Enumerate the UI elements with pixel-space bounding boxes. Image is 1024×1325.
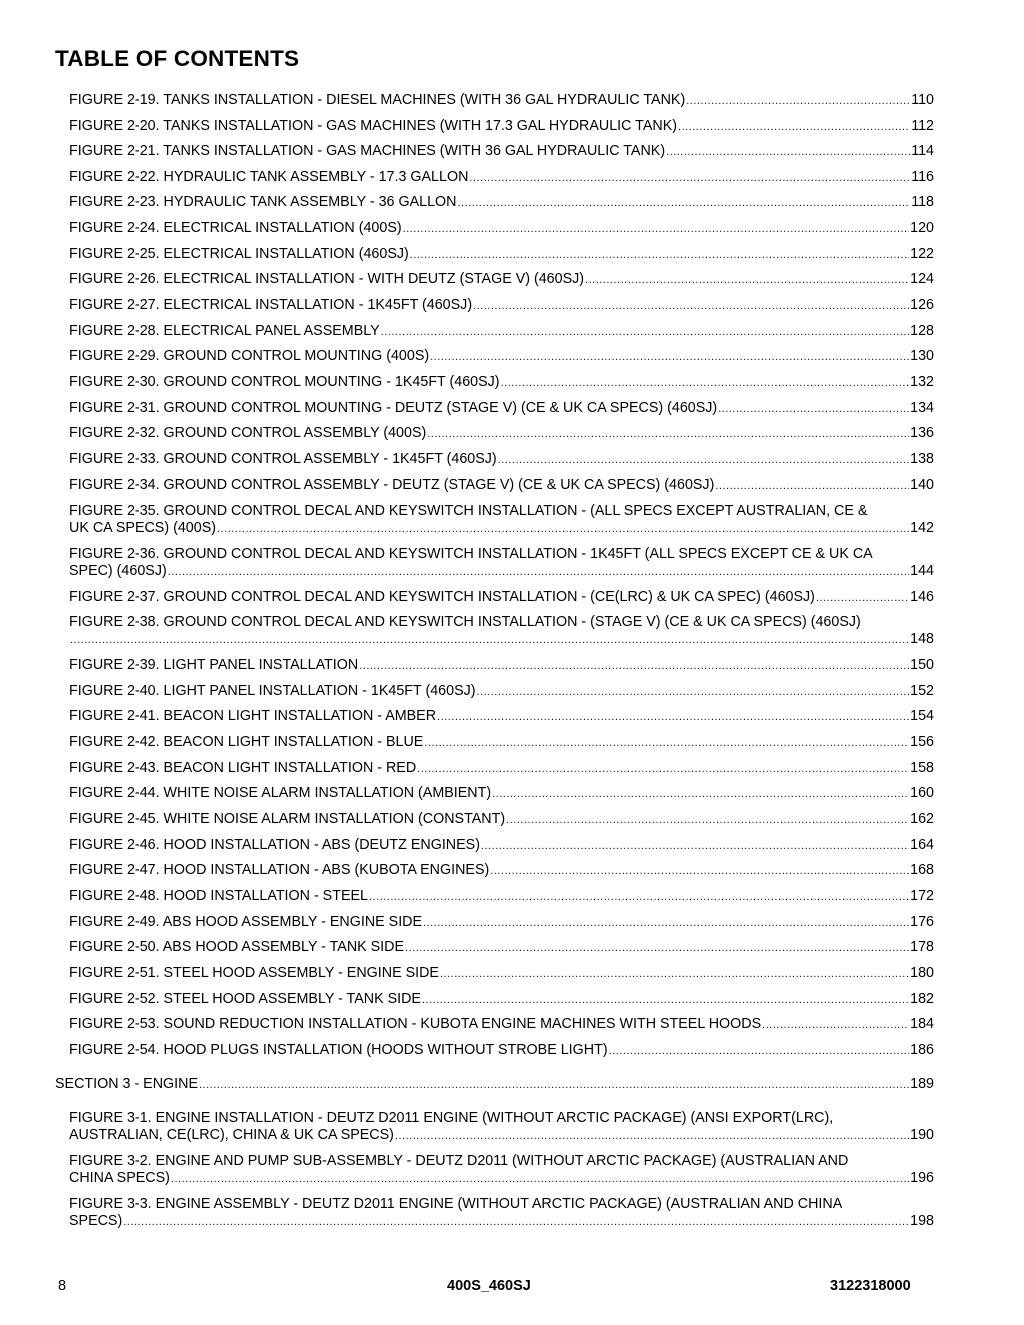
toc-entry-page: 146 [910, 589, 934, 605]
toc-entry[interactable] [69, 92, 934, 110]
toc-entry-label: FIGURE 2-54. HOOD PLUGS INSTALLATION (HOODS WITHOUT STROBE LIGHT) [69, 1042, 608, 1058]
toc-entry-label: FIGURE 2-45. WHITE NOISE ALARM INSTALLATION (CONSTANT) [69, 811, 506, 827]
toc-entry[interactable] [69, 785, 934, 803]
toc-entry[interactable] [69, 760, 934, 778]
toc-entry[interactable] [69, 271, 934, 289]
toc-entry-page: 130 [910, 348, 934, 364]
toc-entry[interactable] [69, 1153, 934, 1188]
toc-entry[interactable] [69, 348, 934, 366]
toc-entry[interactable] [69, 503, 934, 538]
toc-entry-label: FIGURE 2-20. TANKS INSTALLATION - GAS MACHINES (WITH 17.3 GAL HYDRAULIC TANK) [69, 118, 678, 134]
dot-leader [501, 375, 910, 392]
toc-entry[interactable] [69, 1016, 934, 1034]
toc-entry-page: 168 [910, 862, 934, 878]
dot-leader [490, 863, 909, 880]
dot-leader [498, 452, 909, 469]
toc-entry-page: 184 [910, 1016, 934, 1032]
toc-entry-page: 132 [910, 374, 934, 390]
toc-entry-label: FIGURE 2-39. LIGHT PANEL INSTALLATION [69, 657, 359, 673]
dot-leader [70, 632, 909, 649]
toc-entry-label: FIGURE 2-19. TANKS INSTALLATION - DIESEL MACHINES (WITH 36 GAL HYDRAULIC TANK) [69, 92, 686, 108]
dot-leader [403, 221, 910, 238]
toc-entry-page: 154 [910, 708, 934, 724]
dot-leader [369, 889, 909, 906]
dot-leader [381, 324, 909, 341]
toc-entry[interactable] [69, 220, 934, 238]
toc-entry-label: UK CA SPECS) (400S) [69, 520, 216, 536]
page-title: TABLE OF CONTENTS [55, 46, 300, 71]
toc-entry[interactable] [69, 939, 934, 957]
dot-leader [686, 93, 910, 110]
toc-entry-page: 134 [910, 400, 934, 416]
toc-entry-page: 122 [910, 246, 934, 262]
toc-entry-label: FIGURE 2-44. WHITE NOISE ALARM INSTALLATION (AMBIENT) [69, 785, 492, 801]
toc-entry[interactable] [69, 1196, 934, 1231]
toc-entry-label: FIGURE 2-32. GROUND CONTROL ASSEMBLY (400S) [69, 425, 427, 441]
toc-entry-label: FIGURE 2-41. BEACON LIGHT INSTALLATION - AMBER [69, 708, 437, 724]
toc-entry-label: SECTION 3 - ENGINE [55, 1076, 198, 1092]
dot-leader [666, 144, 910, 161]
toc-entry-label: FIGURE 2-40. LIGHT PANEL INSTALLATION - 1K45FT (460SJ) [69, 683, 476, 699]
toc-entry-page: 118 [911, 194, 934, 210]
dot-leader [609, 1043, 910, 1060]
toc-entry-page: 114 [911, 143, 934, 159]
toc-entry-page: 120 [910, 220, 934, 236]
toc-entry-page: 172 [910, 888, 934, 904]
toc-entry-label: FIGURE 2-29. GROUND CONTROL MOUNTING (400S) [69, 348, 430, 364]
footer-doc-number: 3122318000 [830, 1278, 911, 1294]
toc-entry-page: 148 [910, 631, 934, 647]
toc-entry-label: FIGURE 2-42. BEACON LIGHT INSTALLATION - BLUE [69, 734, 424, 750]
dot-leader [492, 786, 909, 803]
dot-leader [168, 564, 909, 581]
toc-entry[interactable] [69, 297, 934, 315]
toc-entry-page: 178 [910, 939, 934, 955]
dot-leader [585, 272, 909, 289]
toc-entry[interactable] [69, 477, 934, 495]
dot-leader [678, 119, 910, 136]
toc-entry-page: 164 [910, 837, 934, 853]
dot-leader [417, 761, 909, 778]
toc-entry-page: 144 [910, 563, 934, 579]
toc-entry-label: FIGURE 3-3. ENGINE ASSEMBLY - DEUTZ D2011 ENGINE (WITHOUT ARCTIC PACKAGE) (AUSTRALIAN AND CHINA [69, 1196, 843, 1212]
toc-entry-page: 116 [911, 169, 934, 185]
dot-leader [816, 590, 909, 607]
dot-leader [123, 1214, 909, 1231]
toc-entry-label: SPEC) (460SJ) [69, 563, 167, 579]
toc-entry[interactable] [69, 811, 934, 829]
toc-entry-page: 196 [910, 1170, 934, 1186]
toc-entry[interactable] [69, 169, 934, 187]
footer-page-number: 8 [58, 1278, 67, 1294]
toc-entry[interactable] [69, 914, 934, 932]
toc-entry-page: 180 [910, 965, 934, 981]
toc-entry-page: 150 [910, 657, 934, 673]
dot-leader [477, 684, 910, 701]
toc-entry-label: FIGURE 2-47. HOOD INSTALLATION - ABS (KUBOTA ENGINES) [69, 862, 490, 878]
dot-leader [481, 838, 909, 855]
toc-entry-page: 156 [910, 734, 934, 750]
toc-entry[interactable] [69, 374, 934, 392]
toc-entry-label: CHINA SPECS) [69, 1170, 170, 1186]
toc-entry[interactable] [69, 991, 934, 1009]
toc-entry[interactable] [69, 837, 934, 855]
toc-entry-label: FIGURE 3-2. ENGINE AND PUMP SUB-ASSEMBLY - DEUTZ D2011 (WITHOUT ARCTIC PACKAGE) (AUSTRALIAN AND [69, 1153, 849, 1169]
toc-entry-page: 160 [910, 785, 934, 801]
toc-entry-page: 198 [910, 1213, 934, 1229]
toc-entry-label: FIGURE 2-24. ELECTRICAL INSTALLATION (400S) [69, 220, 402, 236]
dot-leader [427, 426, 909, 443]
toc-entry-page: 138 [910, 451, 934, 467]
toc-entry-page: 112 [911, 118, 934, 134]
dot-leader [506, 812, 909, 829]
dot-leader [424, 735, 909, 752]
toc-entry[interactable] [69, 118, 934, 136]
toc-entry[interactable] [69, 589, 934, 607]
toc-entry-page: 128 [910, 323, 934, 339]
toc-entry-label: FIGURE 2-49. ABS HOOD ASSEMBLY - ENGINE SIDE [69, 914, 423, 930]
dot-leader [217, 521, 909, 538]
toc-entry[interactable] [69, 657, 934, 675]
toc-entry[interactable] [69, 425, 934, 443]
dot-leader [423, 915, 909, 932]
toc-entry[interactable] [69, 246, 934, 264]
toc-entry-label: FIGURE 2-27. ELECTRICAL INSTALLATION - 1K45FT (460SJ) [69, 297, 473, 313]
toc-entry-page: 190 [910, 1127, 934, 1143]
toc-entry[interactable] [69, 194, 934, 212]
dot-leader [718, 401, 909, 418]
toc-entry-label: FIGURE 2-51. STEEL HOOD ASSEMBLY - ENGINE SIDE [69, 965, 439, 981]
toc-entry-label: FIGURE 2-50. ABS HOOD ASSEMBLY - TANK SIDE [69, 939, 405, 955]
toc-entry-label: FIGURE 2-23. HYDRAULIC TANK ASSEMBLY - 36 GALLON [69, 194, 457, 210]
toc-entry[interactable] [69, 862, 934, 880]
toc-entry-page: 176 [910, 914, 934, 930]
toc-entry[interactable] [69, 734, 934, 752]
dot-leader [422, 992, 909, 1009]
toc-entry-page: 140 [910, 477, 934, 493]
toc-entry-label: FIGURE 2-38. GROUND CONTROL DECAL AND KEYSWITCH INSTALLATION - (STAGE V) (CE & UK CA SPECS) (460SJ) [69, 614, 861, 630]
toc-entry-label: FIGURE 2-33. GROUND CONTROL ASSEMBLY - 1K45FT (460SJ) [69, 451, 497, 467]
toc-entry-label: FIGURE 2-26. ELECTRICAL INSTALLATION - WITH DEUTZ (STAGE V) (460SJ) [69, 271, 585, 287]
toc-entry-label: FIGURE 2-48. HOOD INSTALLATION - STEEL [69, 888, 368, 904]
toc-entry-label: FIGURE 2-25. ELECTRICAL INSTALLATION (460SJ) [69, 246, 409, 262]
dot-leader [359, 658, 909, 675]
dot-leader [437, 709, 909, 726]
toc-entry-page: 126 [910, 297, 934, 313]
toc-entry[interactable] [69, 1110, 934, 1145]
toc-entry-page: 136 [910, 425, 934, 441]
toc-entry-label: FIGURE 2-53. SOUND REDUCTION INSTALLATION - KUBOTA ENGINE MACHINES WITH STEEL HOODS [69, 1016, 762, 1032]
toc-entry-label: FIGURE 2-22. HYDRAULIC TANK ASSEMBLY - 17.3 GALLON [69, 169, 469, 185]
toc-entry-label: FIGURE 2-52. STEEL HOOD ASSEMBLY - TANK SIDE [69, 991, 421, 1007]
dot-leader [405, 940, 909, 957]
toc-entry[interactable] [69, 323, 934, 341]
toc-entry[interactable] [69, 400, 934, 418]
dot-leader [410, 247, 909, 264]
toc-entry[interactable] [69, 965, 934, 983]
toc-entry-label: FIGURE 2-31. GROUND CONTROL MOUNTING - DEUTZ (STAGE V) (CE & UK CA SPECS) (460SJ) [69, 400, 718, 416]
dot-leader [762, 1017, 909, 1034]
toc-entry-label: FIGURE 2-46. HOOD INSTALLATION - ABS (DEUTZ ENGINES) [69, 837, 480, 853]
toc-entry[interactable] [69, 708, 934, 726]
toc-entry[interactable] [69, 683, 934, 701]
dot-leader [171, 1171, 909, 1188]
toc-entry[interactable] [69, 614, 934, 649]
toc-entry-page: 142 [910, 520, 934, 536]
toc-entry[interactable] [69, 1042, 934, 1060]
toc-entry[interactable] [69, 888, 934, 906]
dot-leader [457, 195, 910, 212]
toc-entry-label: FIGURE 3-1. ENGINE INSTALLATION - DEUTZ D2011 ENGINE (WITHOUT ARCTIC PACKAGE) (ANSI EXPORT(LRC), [69, 1110, 834, 1126]
toc-entry-page: 124 [910, 271, 934, 287]
toc-entry-page: 186 [910, 1042, 934, 1058]
toc-entry[interactable] [69, 546, 934, 581]
toc-entry-label: FIGURE 2-35. GROUND CONTROL DECAL AND KEYSWITCH INSTALLATION - (ALL SPECS EXCEPT AUSTRALIAN, CE & [69, 503, 868, 519]
footer-model: 400S_460SJ [447, 1278, 531, 1294]
toc-entry-label: FIGURE 2-21. TANKS INSTALLATION - GAS MACHINES (WITH 36 GAL HYDRAULIC TANK) [69, 143, 666, 159]
dot-leader [715, 478, 909, 495]
toc-entry-page: 182 [910, 991, 934, 1007]
toc-entry[interactable] [69, 451, 934, 469]
toc-entry-page: 162 [910, 811, 934, 827]
toc-entry-page: 110 [911, 92, 934, 108]
toc-entry-page: 152 [910, 683, 934, 699]
toc-entry-page: 158 [910, 760, 934, 776]
toc-entry-page: 189 [910, 1076, 934, 1092]
dot-leader [440, 966, 909, 983]
toc-entry-label: FIGURE 2-28. ELECTRICAL PANEL ASSEMBLY [69, 323, 380, 339]
dot-leader [473, 298, 909, 315]
toc-entry-label: FIGURE 2-36. GROUND CONTROL DECAL AND KEYSWITCH INSTALLATION - 1K45FT (ALL SPECS EXCEPT CE & UK CA [69, 546, 873, 562]
dot-leader [199, 1077, 909, 1094]
toc-entry-label: FIGURE 2-30. GROUND CONTROL MOUNTING - 1K45FT (460SJ) [69, 374, 500, 390]
toc-entry-label: SPECS) [69, 1213, 123, 1229]
toc-entry-label: FIGURE 2-34. GROUND CONTROL ASSEMBLY - DEUTZ (STAGE V) (CE & UK CA SPECS) (460SJ) [69, 477, 715, 493]
toc-entry-label: FIGURE 2-43. BEACON LIGHT INSTALLATION - RED [69, 760, 417, 776]
toc-entry[interactable] [69, 143, 934, 161]
dot-leader [469, 170, 910, 187]
toc-section-entry[interactable] [55, 1076, 934, 1094]
dot-leader [395, 1128, 909, 1145]
dot-leader [430, 349, 909, 366]
toc-entry-label: AUSTRALIAN, CE(LRC), CHINA & UK CA SPECS) [69, 1127, 394, 1143]
toc-entry-label: FIGURE 2-37. GROUND CONTROL DECAL AND KEYSWITCH INSTALLATION - (CE(LRC) & UK CA SPEC) (460SJ) [69, 589, 815, 605]
